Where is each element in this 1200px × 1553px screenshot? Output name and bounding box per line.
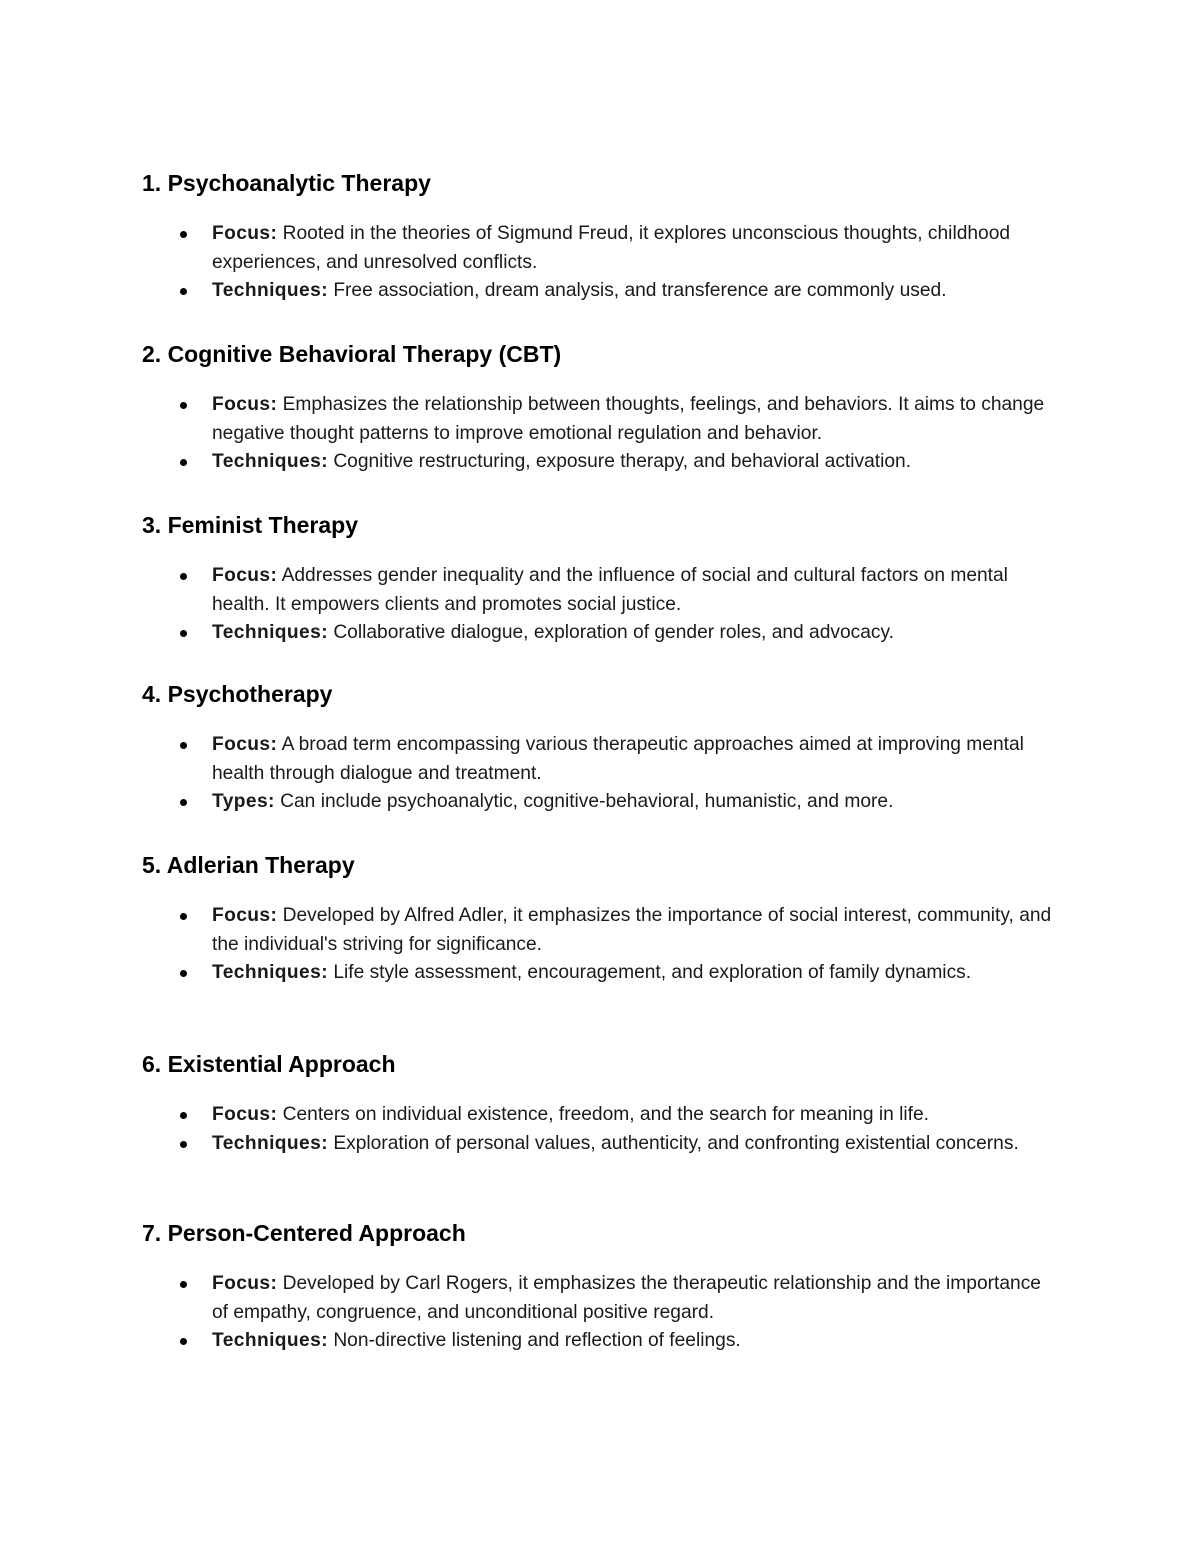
- bullet-item-focus: [142, 391, 1062, 448]
- bullet-text: Centers on individual existence, freedom, and the search for meaning in life.: [277, 1104, 929, 1125]
- bullet-label: Focus:: [212, 905, 278, 926]
- bullet-item-techniques: [142, 448, 1062, 477]
- bullet-list: [142, 902, 1062, 988]
- section-psychoanalytic-therapy: [142, 168, 1062, 306]
- bullet-label: Types:: [212, 791, 275, 812]
- section-person-centered-approach: [142, 1218, 1062, 1356]
- section-heading: 6. Existential Approach: [142, 1051, 396, 1077]
- bullet-dot-icon: [180, 402, 187, 409]
- section-cognitive-behavioral-therapy: [142, 339, 1062, 477]
- bullet-list: [142, 731, 1062, 817]
- bullet-text: Free association, dream analysis, and transference are commonly used.: [327, 280, 947, 301]
- bullet-label: Focus:: [212, 1104, 278, 1125]
- bullet-dot-icon: [180, 799, 187, 806]
- bullet-item-focus: [142, 902, 1062, 959]
- bullet-label: Techniques:: [212, 622, 328, 643]
- bullet-dot-icon: [180, 459, 187, 466]
- section-heading: 5. Adlerian Therapy: [142, 852, 355, 878]
- bullet-dot-icon: [180, 1141, 187, 1148]
- bullet-text: Non-directive listening and reflection of feelings.: [327, 1330, 741, 1351]
- section-heading: 1. Psychoanalytic Therapy: [142, 170, 431, 196]
- bullet-text: Cognitive restructuring, exposure therapy, and behavioral activation.: [327, 451, 912, 472]
- section-adlerian-therapy: [142, 850, 1062, 988]
- bullet-item-focus: [142, 731, 1062, 788]
- bullet-item-techniques: [142, 619, 1062, 648]
- bullet-label: Focus:: [212, 734, 278, 755]
- bullet-label: Techniques:: [212, 1330, 328, 1351]
- section-heading: 2. Cognitive Behavioral Therapy (CBT): [142, 341, 562, 367]
- bullet-text: Developed by Alfred Adler, it emphasizes the importance of social interest, community, and the individual's striving for significance.: [212, 905, 1052, 955]
- bullet-dot-icon: [180, 742, 187, 749]
- bullet-label: Focus:: [212, 1273, 278, 1294]
- bullet-item-types: [142, 788, 1062, 817]
- bullet-list: [142, 1101, 1062, 1158]
- bullet-text: Emphasizes the relationship between thoughts, feelings, and behaviors. It aims to change negative thought patterns to improve emotional regulation and behavior.: [212, 394, 1045, 444]
- section-heading: 4. Psychotherapy: [142, 681, 333, 707]
- bullet-label: Techniques:: [212, 1132, 328, 1154]
- bullet-item-techniques: [142, 277, 1062, 306]
- bullet-item-focus: [142, 1270, 1062, 1327]
- bullet-item-focus: [142, 1101, 1062, 1130]
- bullet-item-techniques: [142, 1130, 1062, 1159]
- bullet-list: [142, 562, 1062, 648]
- bullet-dot-icon: [180, 231, 187, 238]
- bullet-item-focus: [142, 562, 1062, 619]
- bullet-dot-icon: [180, 913, 187, 920]
- section-feminist-therapy: [142, 510, 1062, 648]
- bullet-text: Rooted in the theories of Sigmund Freud, it explores unconscious thoughts, childhood experiences, and unresolved conflicts.: [212, 223, 1011, 273]
- bullet-item-focus: [142, 220, 1062, 277]
- bullet-label: Techniques:: [212, 451, 328, 472]
- bullet-dot-icon: [180, 1112, 187, 1119]
- bullet-label: Focus:: [212, 223, 278, 244]
- bullet-list: [142, 391, 1062, 477]
- bullet-list: [142, 1270, 1062, 1356]
- bullet-dot-icon: [180, 1338, 187, 1345]
- section-heading: 7. Person-Centered Approach: [142, 1220, 466, 1246]
- bullet-dot-icon: [180, 1281, 187, 1288]
- section-heading: 3. Feminist Therapy: [142, 512, 359, 538]
- bullet-label: Techniques:: [212, 962, 328, 983]
- bullet-text: Can include psychoanalytic, cognitive-behavioral, humanistic, and more.: [274, 791, 894, 812]
- bullet-label: Focus:: [212, 394, 278, 415]
- bullet-item-techniques: [142, 959, 1062, 988]
- bullet-text: Life style assessment, encouragement, and exploration of family dynamics.: [327, 962, 972, 983]
- bullet-text: Addresses gender inequality and the influence of social and cultural factors on mental health. It empowers clients and promotes social justice.: [212, 565, 1008, 615]
- bullet-text: Exploration of personal values, authenticity, and confronting existential concerns.: [327, 1132, 1019, 1154]
- bullet-list: [142, 220, 1062, 306]
- bullet-label: Focus:: [212, 565, 278, 586]
- bullet-dot-icon: [180, 970, 187, 977]
- bullet-text: A broad term encompassing various therapeutic approaches aimed at improving mental health through dialogue and treatment.: [212, 734, 1024, 784]
- bullet-dot-icon: [180, 288, 187, 295]
- bullet-text: Developed by Carl Rogers, it emphasizes the therapeutic relationship and the importance of empathy, congruence, and unconditional positive regard.: [212, 1273, 1041, 1323]
- section-existential-approach: [142, 1049, 1062, 1158]
- bullet-item-techniques: [142, 1327, 1062, 1356]
- bullet-text: Collaborative dialogue, exploration of gender roles, and advocacy.: [327, 622, 895, 643]
- bullet-label: Techniques:: [212, 280, 328, 301]
- section-psychotherapy: [142, 679, 1062, 817]
- bullet-dot-icon: [180, 573, 187, 580]
- bullet-dot-icon: [180, 630, 187, 637]
